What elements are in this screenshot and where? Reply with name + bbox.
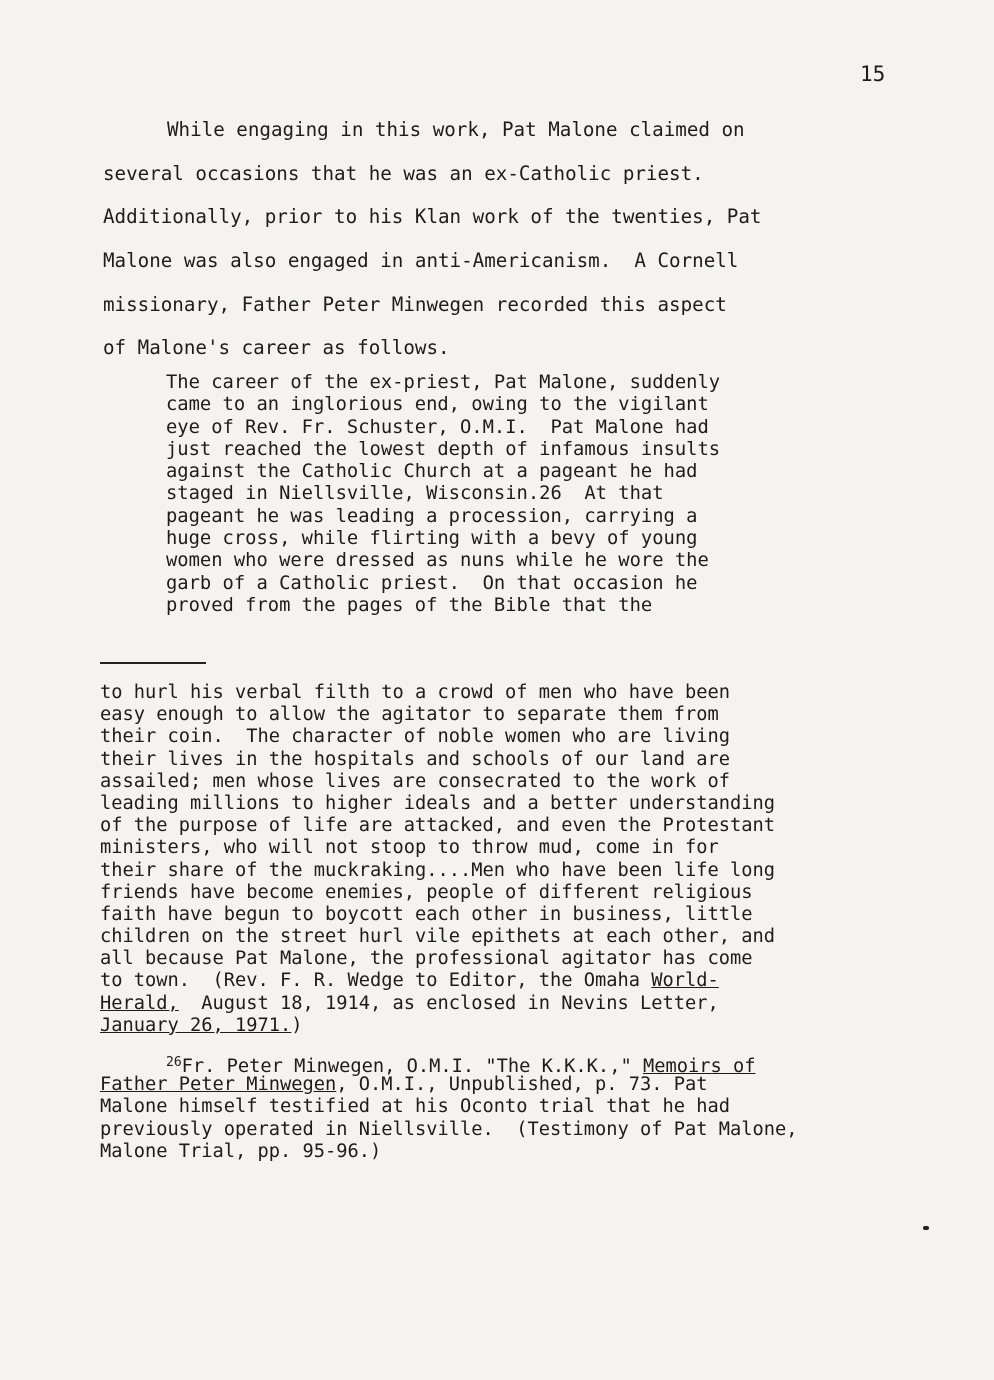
footnote-line: ministers, who will not stoop to throw mud, come in for (100, 837, 719, 859)
newspaper-title: Herald, (100, 992, 179, 1014)
text-line: While engaging in this work, Pat Malone claimed on (167, 118, 745, 141)
footnote-line: their lives in the hospitals and schools of our land are (100, 748, 731, 770)
citation-text: ) (291, 1014, 303, 1036)
citation-text: , O.M.I., Unpublished, p. 73. Pat (336, 1074, 708, 1096)
footnote-continuation (100, 682, 900, 1037)
footnote-line: easy enough to allow the agitator to separate them from (100, 704, 719, 726)
footnote-line: their share of the muckraking....Men who have been life long (100, 859, 776, 881)
text-line: Malone was also engaged in anti-Americanism. A Cornell (103, 249, 739, 273)
footnote-line: Malone himself testified at his Oconto trial that he had (100, 1096, 731, 1118)
block-quote (166, 372, 826, 617)
book-title: Memoirs of (642, 1056, 756, 1077)
footnote-line: Malone Trial, pp. 95-96.) (100, 1140, 382, 1162)
footnote-line: friends have become enemies, people of different religious (100, 881, 753, 903)
page-number: 15 (860, 62, 886, 86)
footnote-separator (100, 662, 206, 664)
footnote-line: leading millions to higher ideals and a better understanding (100, 792, 776, 814)
footnote-line (100, 970, 900, 992)
footnote-line: assailed; men whose lives are consecrated to the work of (100, 770, 731, 792)
footnote-line (100, 1052, 900, 1077)
footnote-26 (100, 1052, 900, 1163)
footnote-line (100, 1015, 900, 1037)
quote-line: against the Catholic Church at a pageant he had (166, 461, 698, 483)
footnote-line: faith have begun to boycott each other in business, little (100, 903, 753, 925)
citation-date: January 26, 1971. (100, 1014, 292, 1036)
quote-line: proved from the pages of the Bible that the (166, 594, 653, 616)
text-line: of Malone's career as follows. (103, 336, 450, 360)
quote-line: The career of the ex-priest, Pat Malone, suddenly (166, 372, 721, 393)
body-paragraph (103, 108, 843, 370)
text-line: Additionally, prior to his Klan work of the twenties, Pat (103, 205, 762, 229)
quote-line: eye of Rev. Fr. Schuster, O.M.I. Pat Malone had (166, 416, 709, 438)
quote-line: staged in Niellsville, Wisconsin.26 At that (166, 483, 664, 505)
quote-line: huge cross, while flirting with a bevy of young (166, 528, 698, 550)
footnote-line (100, 993, 900, 1015)
ink-speck (923, 1226, 929, 1230)
footnote-line: to hurl his verbal filth to a crowd of men who have been (100, 682, 731, 703)
quote-line: came to an inglorious end, owing to the vigilant (166, 394, 709, 416)
citation-text: Fr. Peter Minwegen, O.M.I. "The K.K.K.," (181, 1056, 643, 1077)
citation-text: to town. (Rev. F. R. Wedge to Editor, the Omaha (100, 970, 652, 992)
footnote-line (100, 1074, 900, 1096)
footnote-line: their coin. The character of noble women who are living (100, 726, 731, 748)
quote-line: pageant he was leading a procession, carrying a (166, 505, 698, 527)
footnote-line: of the purpose of life are attacked, and even the Protestant (100, 815, 776, 837)
footnote-marker: 26 (166, 1055, 182, 1070)
footnote-line: all because Pat Malone, the professional agitator has come (100, 948, 753, 970)
text-line: missionary, Father Peter Minwegen recorded this aspect (103, 292, 727, 316)
quote-line: women who were dressed as nuns while he wore the (166, 550, 709, 572)
text-line: several occasions that he was an ex-Catholic priest. (103, 161, 704, 185)
quote-line: just reached the lowest depth of infamous insults (166, 438, 721, 460)
footnote-line: children on the street hurl vile epithets at each other, and (100, 926, 776, 948)
citation-text: August 18, 1914, as enclosed in Nevins Letter, (178, 992, 719, 1014)
quote-line: garb of a Catholic priest. On that occasion he (166, 572, 698, 594)
book-title: Father Peter Minwegen (100, 1074, 337, 1096)
footnote-line: previously operated in Niellsville. (Testimony of Pat Malone, (100, 1118, 798, 1140)
newspaper-title: World- (651, 970, 719, 992)
